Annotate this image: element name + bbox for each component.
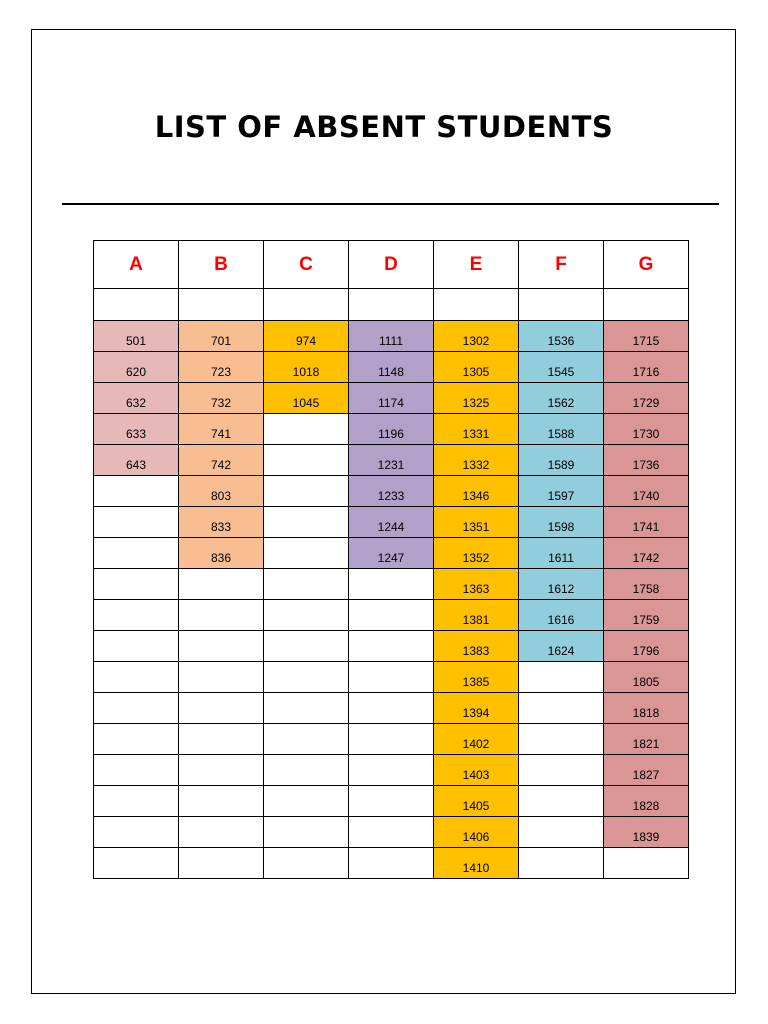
column-header-c: C: [264, 241, 349, 289]
table-row: [94, 848, 689, 879]
student-cell-g: 1729: [604, 383, 689, 414]
student-cell-c: [264, 817, 349, 848]
student-cell-e: 1385: [434, 662, 519, 693]
student-cell-f: [519, 693, 604, 724]
blank-cell: [519, 289, 604, 321]
student-cell-c: 1018: [264, 352, 349, 383]
student-cell-f: 1562: [519, 383, 604, 414]
column-header-f: F: [519, 241, 604, 289]
table-row: [94, 352, 689, 383]
student-cell-e: 1352: [434, 538, 519, 569]
student-cell-g: 1758: [604, 569, 689, 600]
student-cell-e: 1383: [434, 631, 519, 662]
student-cell-f: [519, 817, 604, 848]
table-row: [94, 507, 689, 538]
student-cell-a: [94, 755, 179, 786]
student-cell-a: [94, 724, 179, 755]
blank-cell: [264, 289, 349, 321]
column-header-g: G: [604, 241, 689, 289]
student-cell-d: [349, 755, 434, 786]
table-row: [94, 445, 689, 476]
student-cell-b: [179, 755, 264, 786]
blank-cell: [179, 289, 264, 321]
student-cell-f: 1616: [519, 600, 604, 631]
student-cell-e: 1403: [434, 755, 519, 786]
student-cell-d: 1148: [349, 352, 434, 383]
student-cell-d: [349, 693, 434, 724]
blank-cell: [434, 289, 519, 321]
student-cell-b: [179, 600, 264, 631]
student-cell-f: 1588: [519, 414, 604, 445]
student-cell-g: 1796: [604, 631, 689, 662]
absent-students-table: [93, 240, 689, 879]
student-cell-g: 1818: [604, 693, 689, 724]
student-cell-f: 1536: [519, 321, 604, 352]
student-cell-e: 1363: [434, 569, 519, 600]
student-cell-d: 1174: [349, 383, 434, 414]
blank-cell: [94, 289, 179, 321]
student-cell-c: [264, 631, 349, 662]
student-cell-e: 1346: [434, 476, 519, 507]
student-cell-f: [519, 724, 604, 755]
student-cell-b: [179, 817, 264, 848]
student-cell-f: [519, 662, 604, 693]
student-cell-e: 1302: [434, 321, 519, 352]
student-cell-d: 1247: [349, 538, 434, 569]
blank-cell: [604, 289, 689, 321]
student-cell-a: 633: [94, 414, 179, 445]
student-cell-g: 1827: [604, 755, 689, 786]
table-row: [94, 631, 689, 662]
student-cell-a: 643: [94, 445, 179, 476]
student-cell-b: 833: [179, 507, 264, 538]
column-header-d: D: [349, 241, 434, 289]
table-row: [94, 538, 689, 569]
column-header-e: E: [434, 241, 519, 289]
student-cell-e: 1351: [434, 507, 519, 538]
table-row: [94, 414, 689, 445]
table-row: [94, 321, 689, 352]
table-row: [94, 662, 689, 693]
student-cell-a: [94, 476, 179, 507]
student-cell-g: 1715: [604, 321, 689, 352]
student-cell-f: [519, 848, 604, 879]
student-cell-g: 1742: [604, 538, 689, 569]
student-cell-g: 1759: [604, 600, 689, 631]
student-cell-f: [519, 755, 604, 786]
student-cell-b: [179, 724, 264, 755]
student-cell-c: [264, 507, 349, 538]
student-cell-a: [94, 662, 179, 693]
student-cell-a: [94, 848, 179, 879]
student-cell-c: [264, 445, 349, 476]
student-cell-g: 1741: [604, 507, 689, 538]
student-cell-b: 803: [179, 476, 264, 507]
student-cell-a: 620: [94, 352, 179, 383]
student-cell-c: [264, 569, 349, 600]
table-row: [94, 569, 689, 600]
blank-row: [94, 289, 689, 321]
student-cell-b: [179, 848, 264, 879]
student-cell-e: 1394: [434, 693, 519, 724]
table-row: [94, 476, 689, 507]
student-cell-f: 1545: [519, 352, 604, 383]
student-cell-b: 742: [179, 445, 264, 476]
table-row: [94, 786, 689, 817]
student-cell-c: [264, 848, 349, 879]
student-cell-c: [264, 724, 349, 755]
student-cell-c: [264, 476, 349, 507]
student-cell-g: 1716: [604, 352, 689, 383]
student-cell-g: [604, 848, 689, 879]
student-cell-c: [264, 662, 349, 693]
student-cell-f: 1624: [519, 631, 604, 662]
header-row: [94, 241, 689, 289]
student-cell-d: [349, 848, 434, 879]
student-cell-e: 1332: [434, 445, 519, 476]
student-cell-d: [349, 724, 434, 755]
page-title: LIST OF ABSENT STUDENTS: [154, 110, 614, 144]
student-cell-a: [94, 507, 179, 538]
student-cell-d: [349, 600, 434, 631]
student-cell-a: [94, 538, 179, 569]
table-row: [94, 383, 689, 414]
blank-cell: [349, 289, 434, 321]
student-cell-b: 701: [179, 321, 264, 352]
student-cell-c: [264, 414, 349, 445]
student-cell-c: [264, 538, 349, 569]
table-row: [94, 600, 689, 631]
student-cell-b: [179, 569, 264, 600]
student-cell-a: [94, 569, 179, 600]
table-body: [94, 289, 689, 879]
student-cell-c: [264, 693, 349, 724]
student-cell-f: 1612: [519, 569, 604, 600]
student-cell-e: 1405: [434, 786, 519, 817]
student-cell-b: 723: [179, 352, 264, 383]
student-cell-b: [179, 662, 264, 693]
student-cell-g: 1821: [604, 724, 689, 755]
student-cell-a: [94, 693, 179, 724]
student-cell-g: 1740: [604, 476, 689, 507]
student-cell-a: 501: [94, 321, 179, 352]
student-cell-e: 1305: [434, 352, 519, 383]
student-cell-g: 1805: [604, 662, 689, 693]
student-cell-d: [349, 786, 434, 817]
column-header-a: A: [94, 241, 179, 289]
student-cell-f: 1598: [519, 507, 604, 538]
student-cell-d: [349, 569, 434, 600]
student-cell-f: 1597: [519, 476, 604, 507]
student-cell-a: [94, 600, 179, 631]
table-row: [94, 693, 689, 724]
student-cell-d: [349, 662, 434, 693]
student-cell-e: 1331: [434, 414, 519, 445]
column-header-b: B: [179, 241, 264, 289]
student-cell-e: 1381: [434, 600, 519, 631]
student-cell-c: [264, 786, 349, 817]
student-cell-f: [519, 786, 604, 817]
student-cell-c: [264, 755, 349, 786]
student-cell-d: 1111: [349, 321, 434, 352]
student-cell-c: [264, 600, 349, 631]
student-cell-a: [94, 631, 179, 662]
student-cell-d: 1244: [349, 507, 434, 538]
student-cell-b: [179, 786, 264, 817]
title-divider: [62, 203, 719, 205]
student-cell-a: 632: [94, 383, 179, 414]
student-cell-b: [179, 693, 264, 724]
table-row: [94, 817, 689, 848]
student-cell-b: 836: [179, 538, 264, 569]
student-cell-f: 1611: [519, 538, 604, 569]
student-cell-c: 1045: [264, 383, 349, 414]
student-cell-d: 1196: [349, 414, 434, 445]
student-cell-d: 1231: [349, 445, 434, 476]
student-cell-b: 732: [179, 383, 264, 414]
student-cell-e: 1325: [434, 383, 519, 414]
student-cell-a: [94, 786, 179, 817]
student-cell-d: [349, 817, 434, 848]
student-cell-c: 974: [264, 321, 349, 352]
student-cell-b: [179, 631, 264, 662]
table-row: [94, 724, 689, 755]
student-cell-b: 741: [179, 414, 264, 445]
table-row: [94, 755, 689, 786]
student-cell-a: [94, 817, 179, 848]
student-cell-d: [349, 631, 434, 662]
student-cell-g: 1730: [604, 414, 689, 445]
student-cell-g: 1839: [604, 817, 689, 848]
student-cell-g: 1736: [604, 445, 689, 476]
student-cell-d: 1233: [349, 476, 434, 507]
student-cell-g: 1828: [604, 786, 689, 817]
student-cell-e: 1406: [434, 817, 519, 848]
student-cell-e: 1402: [434, 724, 519, 755]
student-cell-e: 1410: [434, 848, 519, 879]
student-cell-f: 1589: [519, 445, 604, 476]
